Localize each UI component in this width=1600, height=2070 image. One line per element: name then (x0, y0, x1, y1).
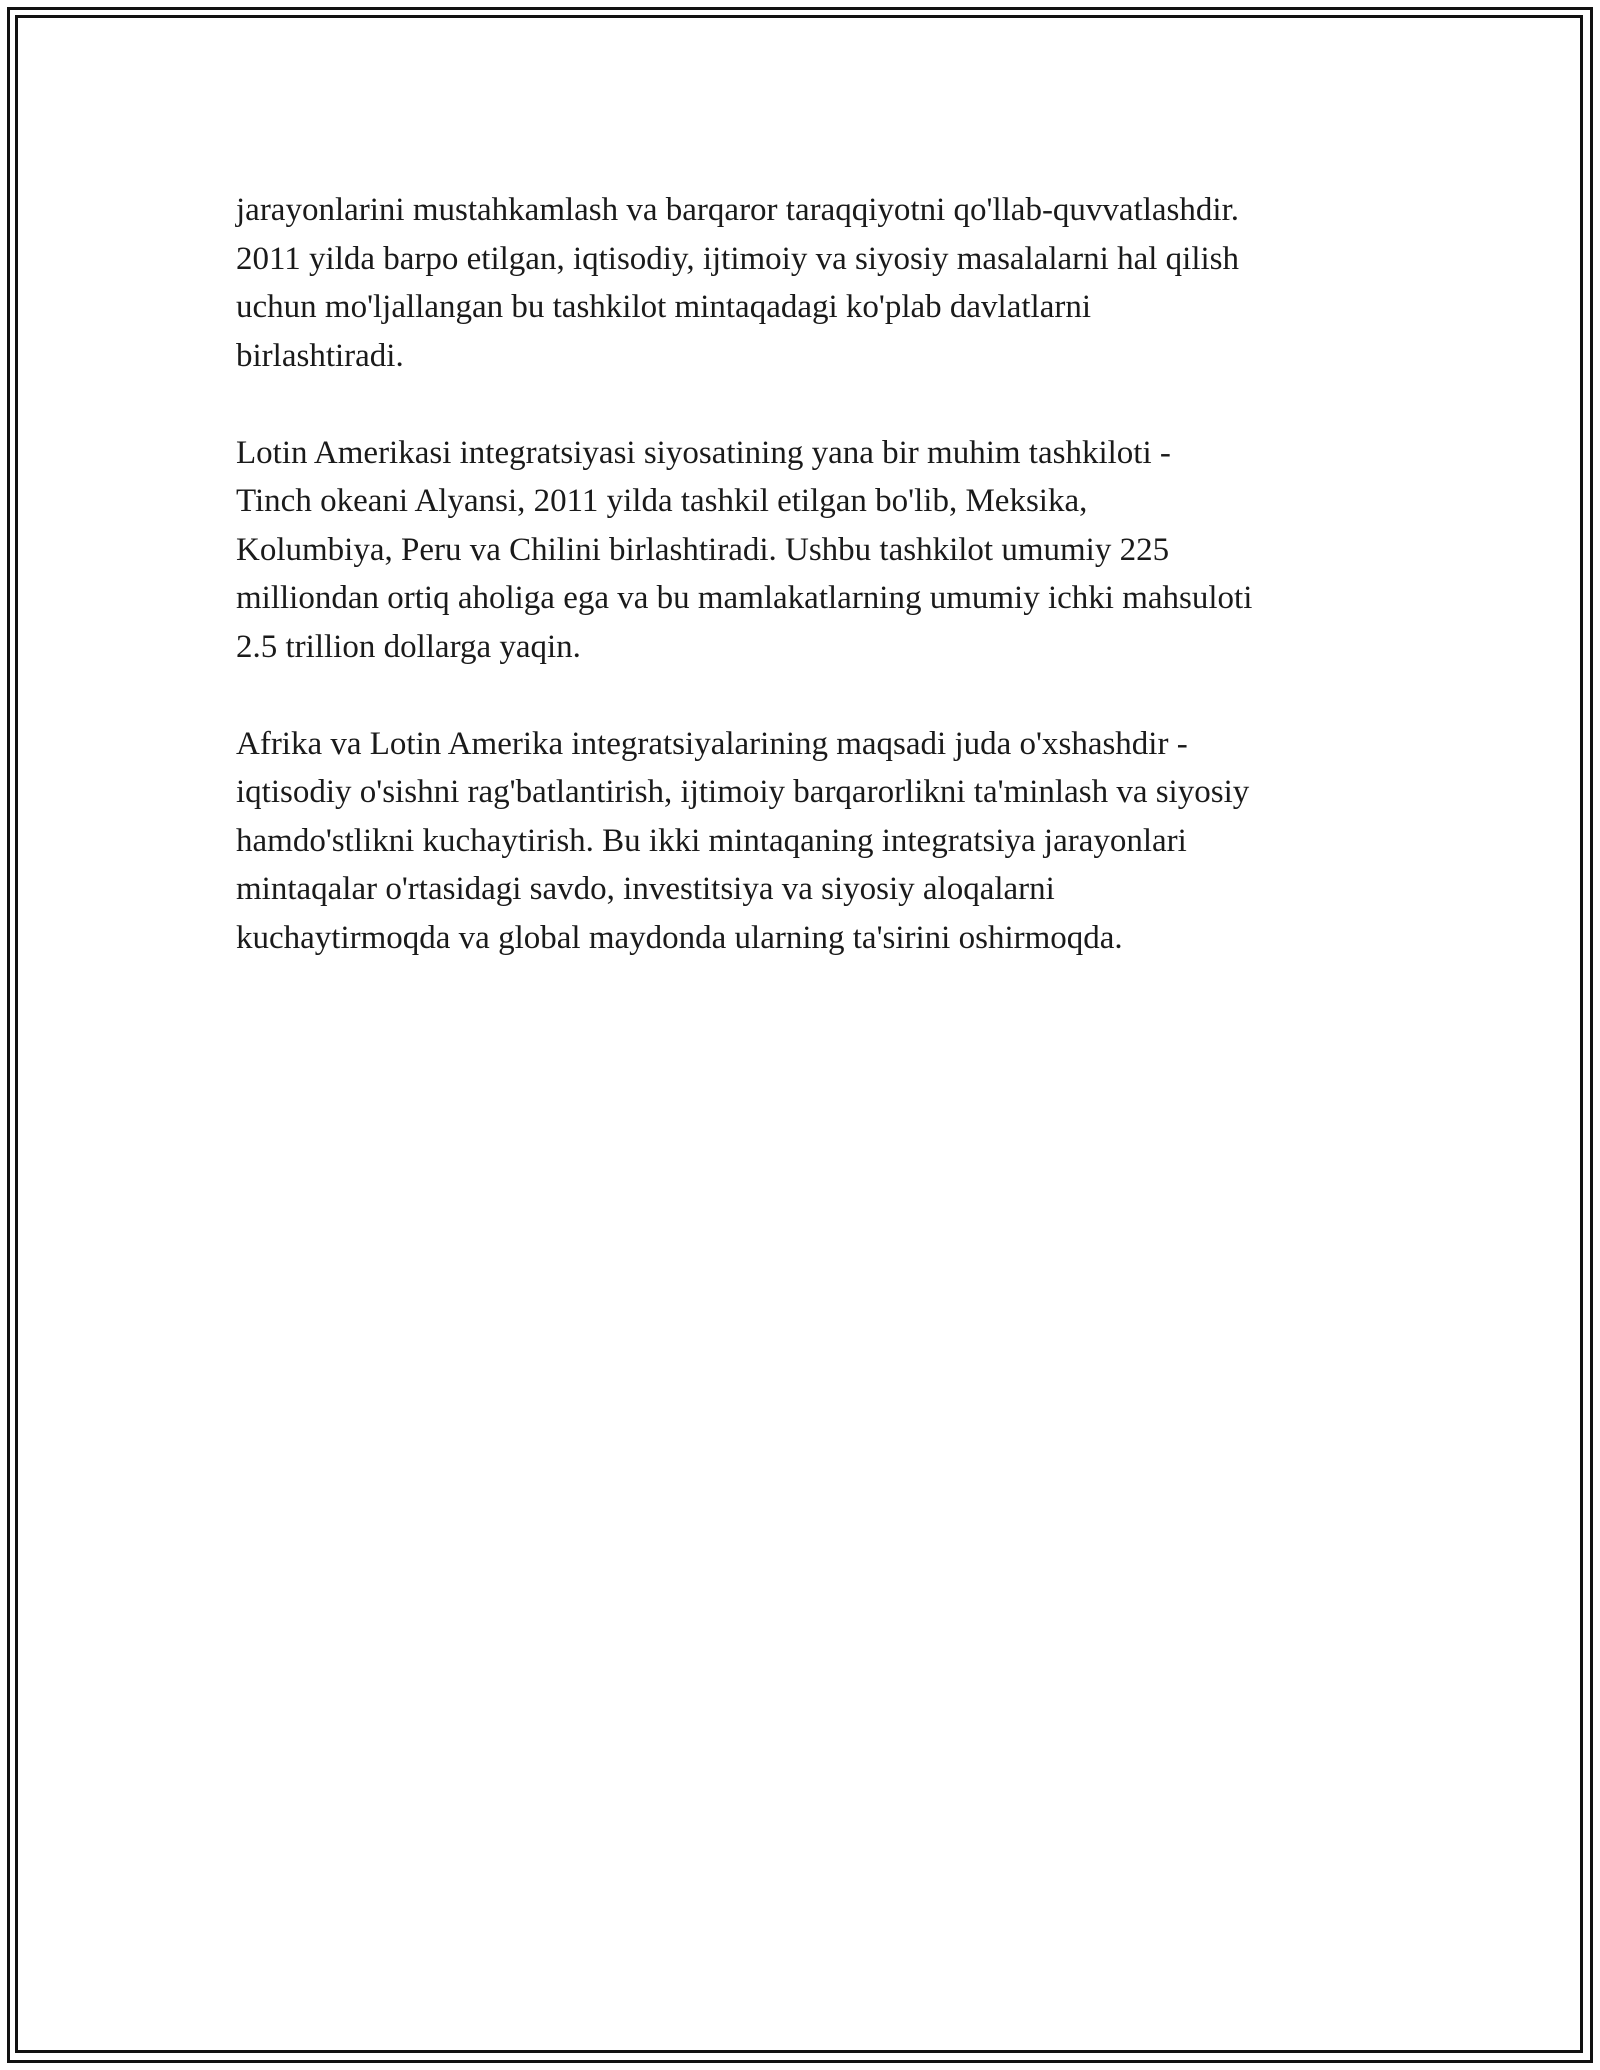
text-line: Afrika va Lotin Amerika integratsiyalarining maqsadi juda o'xshashdir - (236, 725, 1188, 762)
text-line: iqtisodiy o'sishni rag'batlantirish, ijtimoiy barqarorlikni ta'minlash va siyosiy (236, 774, 1250, 810)
text-line: hamdo'stlikni kuchaytirish. Bu ikki mintaqaning integratsiya jarayonlari (236, 822, 1187, 859)
text-line: 2.5 trillion dollarga yaqin. (236, 628, 581, 665)
paragraph-2 (236, 429, 1406, 672)
text-line: kuchaytirmoqda va global maydonda ularning ta'sirini oshirmoqda. (236, 919, 1123, 956)
text-line: mintaqalar o'rtasidagi savdo, investitsiya va siyosiy aloqalarni (236, 871, 1055, 907)
text-line: uchun mo'ljallangan bu tashkilot mintaqadagi ko'plab davlatlarni (236, 289, 1092, 325)
paragraph-3 (236, 720, 1406, 963)
text-line: Lotin Amerikasi integratsiyasi siyosatining yana bir muhim tashkiloti - (236, 434, 1171, 471)
text-line: jarayonlarini mustahkamlash va barqaror taraqqiyotni qo'llab-quvvatlashdir. (236, 192, 1239, 228)
text-line: Tinch okeani Alyansi, 2011 yilda tashkil etilgan bo'lib, Meksika, (236, 483, 1088, 519)
text-line: Kolumbiya, Peru va Chilini birlashtiradi. Ushbu tashkilot umumiy 225 (236, 531, 1170, 568)
text-line: milliondan ortiq aholiga ega va bu mamlakatlarning umumiy ichki mahsuloti (236, 580, 1253, 616)
text-line: 2011 yilda barpo etilgan, iqtisodiy, ijtimoiy va siyosiy masalalarni hal qilish (236, 240, 1240, 277)
document-body (236, 186, 1406, 1011)
paragraph-1 (236, 186, 1406, 380)
text-line: birlashtiradi. (236, 337, 404, 374)
